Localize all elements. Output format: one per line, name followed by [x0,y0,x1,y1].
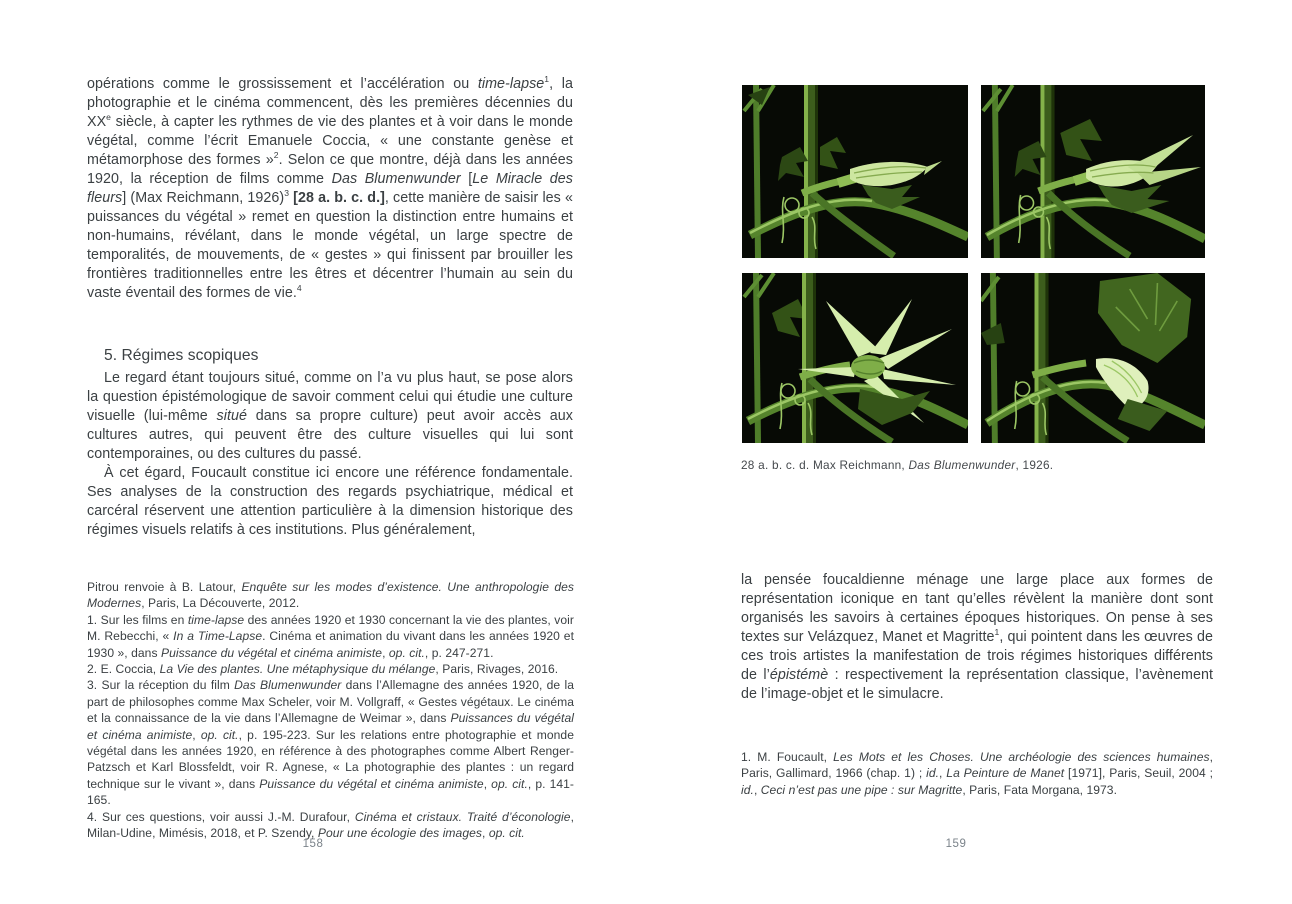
section-heading: 5. Régimes scopiques [104,347,259,364]
footnote-continuation: Pitrou renvoie à B. Latour, Enquête sur les modes d’existence. Une anthropologie des Modernes, Paris, La Découverte, 2012. [87,580,574,611]
figure-28b-image [981,85,1205,258]
footnote-4: 4. Sur ces questions, voir aussi J.-M. Durafour, Cinéma et cristaux. Traité d’éconologie, Milan-Udine, Mimésis, 2018, et P. Szendy, Pour une écologie des images, op. cit. [87,809,574,841]
figure-28a-image [742,85,968,258]
footnote-3: 3. Sur la réception du film Das Blumenwunder dans l’Allemagne des années 1920, de la part de philosophes comme Max Scheler, voir M. Vollgraff, « Gestes végétaux. Le cinéma et la connaissance de la vie dans l’Allemagne de Weimar », dans Puissances du végétal et cinéma animiste, op. cit., p. 195-223. Sur les relations entre photographie et monde végétal dans les années 1920, en référence à des photographes comme Albert Renger-Patzsch et Karl Blossfeldt, voir R. Agnese, « La photographie des plantes : un regard technique sur le vivant », dans Puissance du végétal et cinéma animiste, op. cit., p. 141-165. [87,678,575,808]
right-paragraph-1: la pensée foucaldienne ménage une large place aux formes de représentation iconique en tant qu’elles révèlent la manière dont sont organisés les savoirs à certaines époques historiques. On pense à ses textes sur Velázquez, Manet et Magritte$^1$, qui pointent dans les œuvres de ces trois artistes la manifestation de trois régimes historiques différents de l’épistémè : respectivement la représentation classique, l’avènement de l’image-objet et le simulacre. [741,572,1214,702]
footnote-2: 2. E. Coccia, La Vie des plantes. Une métaphysique du mélange, Paris, Rivages, 2016. [87,662,559,677]
figure-caption: 28 a. b. c. d. Max Reichmann, Das Blumenwunder, 1926. [741,458,1054,472]
figure-grid [742,85,1205,443]
right-page-body [741,571,1213,704]
figure-28c-image [742,273,968,443]
left-paragraph-3: À cet égard, Foucault constitue ici encore une référence fondamentale. Ses analyses de la construction des regards psychiatrique, médical et carcéral réservent une attention particulière à la dimension historique des régimes visuels relatifs à ces institutions. Plus généralement, [87,465,573,538]
figure-28d-image [981,273,1205,443]
footnote-1: 1. Sur les films en time-lapse des années 1920 et 1930 concernant la vie des plantes, voir M. Rebecchi, « In a Time-Lapse. Cinéma et animation du vivant dans les années 1920 et 1930 », dans Puissance du végétal et cinéma animiste, op. cit., p. 247-271. [87,612,574,660]
left-paragraph-1: opérations comme le grossissement et l’accélération ou time-lapse$^1$, la photographie et le cinéma commencent, dès les premières décennies du XXe siècle, à capter les rythmes de vie des plantes et à voir dans le monde végétal, comme l’écrit Emanuele Coccia, « une constante genèse et métamorphose des formes »$^2$. Selon ce que montre, déjà dans les années 1920, la réception de films comme Das Blumenwunder [Le Miracle des fleurs] (Max Reichmann, 1926)$^3$ [28 a. b. c. d.], cette manière de saisir les « puissances du végétal » remet en question la distinction entre humains et non-humains, révélant, dans le monde végétal, un large spectre de temporalités, de mouvements, de « gestes » qui finissent par brouiller les frontières traditionnelles entre les êtres et décentrer l’humain au sein du vaste éventail des formes de vie.$^4$ [87,74,573,301]
left-footnotes [87,579,574,842]
left-paragraph-2: Le regard étant toujours situé, comme on l’a vu plus haut, se pose alors la question épistémologique de savoir comment celui qui étudie une culture visuelle (lui-même situé dans sa propre culture) peut avoir accès aux cultures autres, qui peuvent être des culture visuelles qui lui sont contemporaines, ou des cultures du passé. [87,370,574,462]
right-page-number: 159 [945,838,967,850]
left-page-body [87,75,573,540]
right-footnote-1: 1. M. Foucault, Les Mots et les Choses. Une archéologie des sciences humaines, Paris, Gallimard, 1966 (chap. 1) ; id., La Peinture de Manet [1971], Paris, Seuil, 2004 ; id., Ceci n’est pas une pipe : sur Magritte, Paris, Fata Morgana, 1973. [741,750,1214,797]
right-footnotes [741,749,1213,798]
left-page-number: 158 [302,838,324,850]
